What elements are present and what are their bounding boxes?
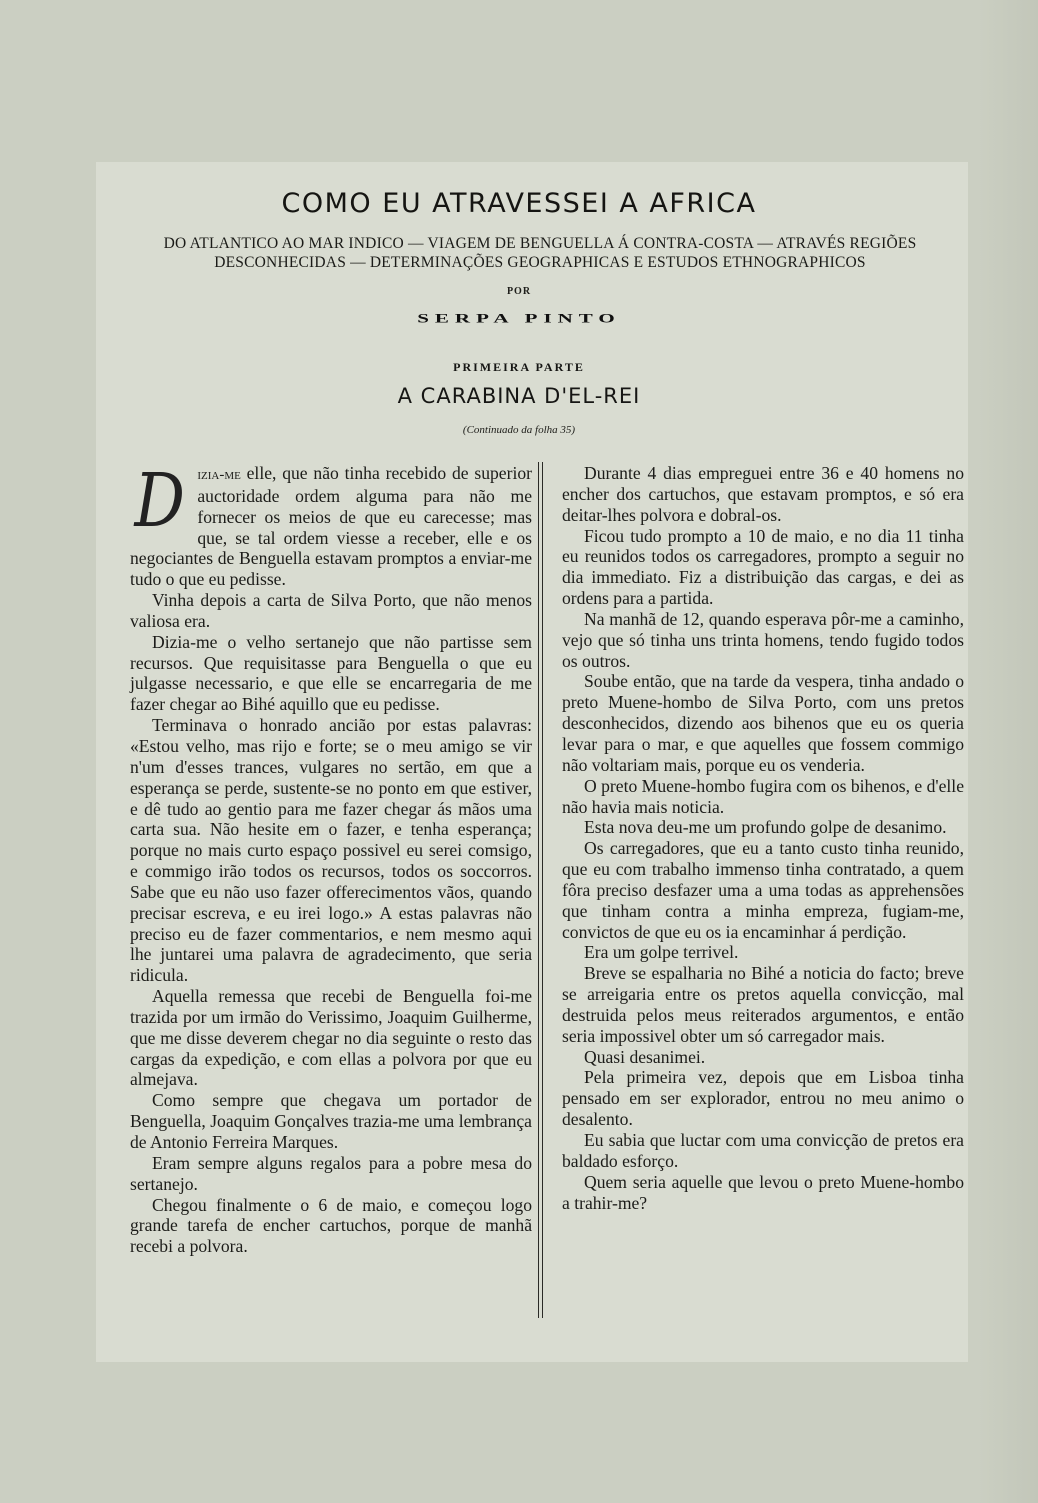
paragraph: Vinha depois a carta de Silva Porto, que não menos valiosa era. [130, 590, 532, 631]
paper-edge [978, 0, 1038, 1503]
column-divider [538, 462, 543, 1318]
paragraph: Durante 4 dias empreguei entre 36 e 40 homens no encher dos cartuchos, que estavam promptos, e só era deitar-lhes polvora e dobral-os. [562, 463, 964, 525]
right-column [562, 463, 964, 1213]
continued-prefix: (Continuado da folha [462, 424, 558, 436]
paragraph: Terminava o honrado ancião por estas palavras: «Estou velho, mas rijo e forte; se o meu amigo se vir n'um d'esses trances, vulgares no sertão, em que a esperança se perde, sustente-se no ponto em que estiver, e dê tudo ao gentio para me fazer chegar ás mãos uma carta sua. Não hesite em o fazer, e tenha esperança; porque no mais curto espaço possivel eu serei comsigo, e commigo irão todos os recursos, todos os soccorros. Sabe que eu não uso fazer offerecimentos vãos, quando precisar escreva, e eu irei logo.» A estas palavras não preciso eu de fazer commentarios, e nem mesmo aqui lhe juntarei uma palavra de agradecimento, que seria ridicula. [130, 715, 532, 986]
paragraph: Chegou finalmente o 6 de maio, e começou logo grande tarefa de encher cartuchos, porque de manhã recebi a polvora. [130, 1194, 532, 1257]
part-heading: PRIMEIRA PARTE [453, 360, 585, 374]
paragraph: Pela primeira vez, depois que em Lisboa tinha pensado em ser explorador, entrou no meu animo o desalento. [562, 1067, 964, 1130]
lead-in: izia-me [197, 467, 241, 483]
paragraph: O preto Muene-hombo fugira com os bihenos, e d'elle não havia mais noticia. [562, 775, 964, 817]
paragraph: Os carregadores, que eu a tanto custo tinha reunido, que eu com trabalho immenso tinha contratado, a quem fôra preciso desfazer uma a uma todas as apprehensões que tinham contra a minha empreza, fugiam-me, convictos de que eu os ia encaminhar á perdição. [562, 838, 964, 942]
subtitle-line-2: DESCONHECIDAS — DETERMINAÇÕES GEOGRAPHICAS E ESTUDOS ETHNOGRAPHICOS [214, 254, 866, 271]
paragraph: Como sempre que chegava um portador de Benguella, Joaquim Gonçalves trazia-me uma lembrança de Antonio Ferreira Marques. [130, 1090, 532, 1152]
subtitle [120, 234, 960, 272]
paragraph: Dizia-me o velho sertanejo que não partisse sem recursos. Que requisitasse para Benguella o que eu julgasse necessario, e que elle se encarregaria de me fazer chegar ao Bihé aquillo que eu pedisse. [130, 631, 532, 715]
paragraph: Esta nova deu-me um profundo golpe de desanimo. [584, 817, 947, 838]
left-column [130, 458, 532, 1257]
paragraph [130, 458, 532, 590]
paragraph: Quasi desanimei. [584, 1046, 706, 1067]
drop-cap: D [134, 458, 185, 544]
paragraph: Era um golpe terrivel. [584, 942, 739, 963]
author-name: SERPA PINTO [417, 310, 621, 326]
page-title: COMO EU ATRAVESSEI A AFRICA [281, 188, 757, 219]
subtitle-line-1: DO ATLANTICO AO MAR INDICO — VIAGEM DE BENGUELLA Á CONTRA-COSTA — ATRAVÉS REGIÕES [163, 235, 917, 252]
paragraph: Eram sempre alguns regalos para a pobre mesa do sertanejo. [130, 1152, 532, 1194]
chapter-title: A CARABINA D'EL-REI [397, 384, 641, 408]
paragraph-text: elle, que não tinha recebido de superior auctoridade ordem alguma para não me fornecer os meios de que eu carecesse; mas que, se tal ordem viesse a receber, elle e os negociantes de Benguella estavam promptos a enviar-me tudo o que eu pedisse. [130, 463, 532, 590]
paragraph: Na manhã de 12, quando esperava pôr-me a caminho, vejo que só tinha uns trinta homens, tendo fugido todos os outros. [562, 608, 964, 671]
paragraph: Eu sabia que luctar com uma convicção de pretos era baldado esforço. [562, 1130, 964, 1171]
by-label: POR [506, 286, 532, 297]
continued-note [0, 424, 1038, 436]
paragraph: Aquella remessa que recebi de Benguella foi-me trazida por um irmão do Verissimo, Joaquim Guilherme, que me disse deverem chegar no dia seguinte o resto das cargas da expedição, e com ellas a polvora por que eu almejava. [130, 986, 532, 1090]
paragraph: Ficou tudo prompto a 10 de maio, e no dia 11 tinha eu reunidos todos os carregadores, prompto a seguir no dia immediato. Fiz a distribuição das cargas, e dei as ordens para a partida. [562, 525, 964, 609]
paragraph: Breve se espalharia no Bihé a noticia do facto; breve se arreigaria entre os pretos aquella convicção, mal destruida pelos meus reiterados argumentos, e então seria impossivel obter um só carregador mais. [562, 963, 964, 1046]
paragraph: Quem seria aquelle que levou o preto Muene-hombo a trahir-me? [562, 1171, 964, 1213]
paragraph: Soube então, que na tarde da vespera, tinha andado o preto Muene-hombo de Silva Porto, com uns pretos desconhecidos, dizendo aos bihenos que eu os queria levar para o mar, e que aquelles que fossem commigo não voltariam mais, porque eu os venderia. [562, 671, 964, 775]
continued-page: 35) [557, 424, 576, 436]
